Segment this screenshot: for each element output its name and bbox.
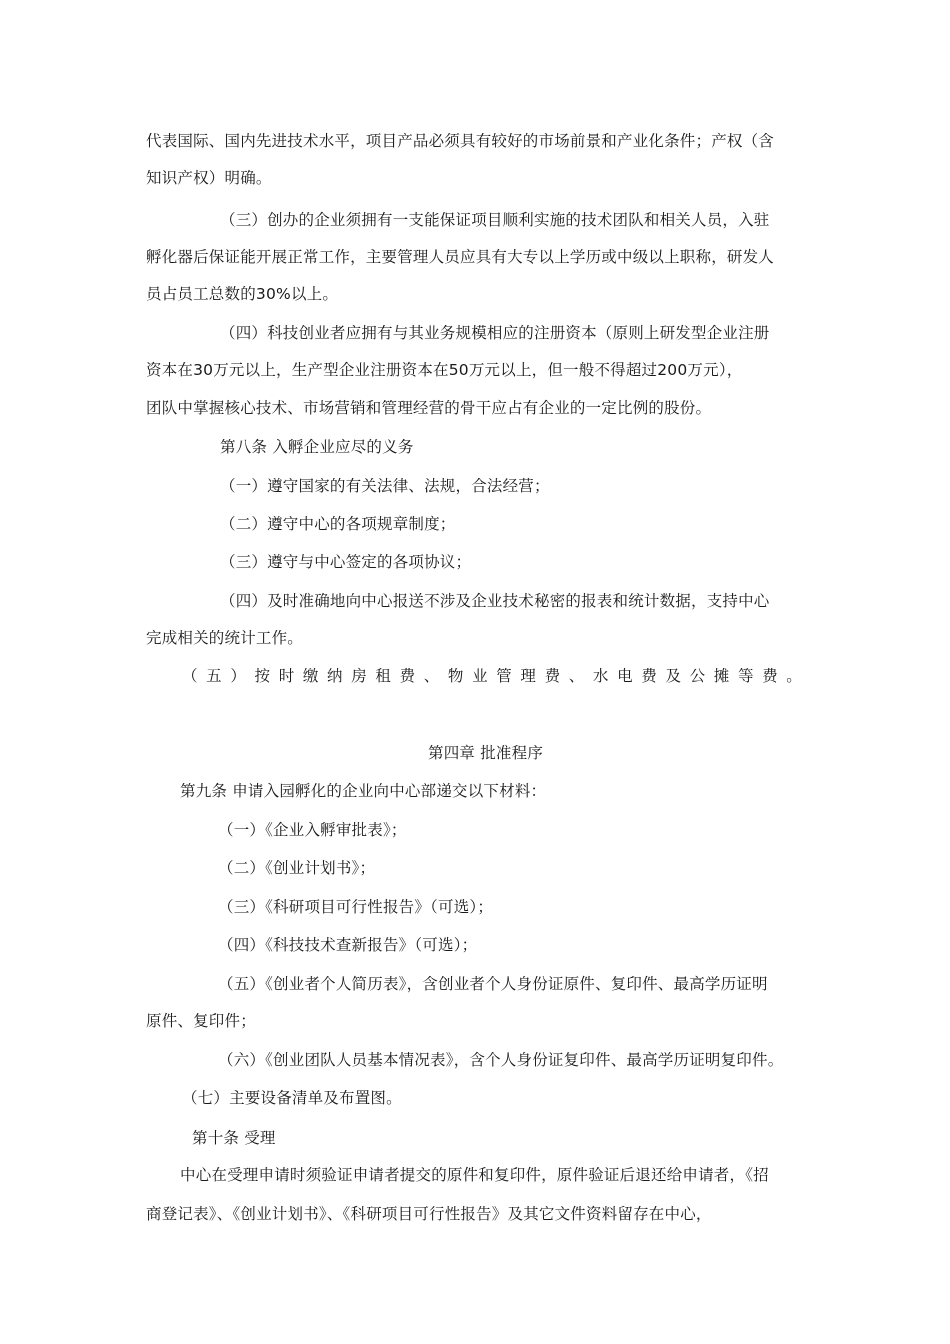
- list-item: （四）《科技技术查新报告》（可选）；: [218, 936, 478, 954]
- article-heading: 第八条 入孵企业应尽的义务: [220, 438, 414, 456]
- justified-char: （: [182, 667, 198, 685]
- paragraph-line: 完成相关的统计工作。: [146, 629, 304, 647]
- justified-char: 费: [641, 667, 657, 685]
- justified-char: 缴: [302, 667, 319, 685]
- article-heading: 第九条 申请入园孵化的企业向中心部递交以下材料：: [180, 782, 547, 800]
- justified-char: 房: [351, 667, 367, 685]
- paragraph-line: 代表国际、国内先进技术水平，项目产品必须具有较好的市场前景和产业化条件；产权（含: [146, 132, 775, 150]
- paragraph-line: 商登记表》、《创业计划书》、《科研项目可行性报告》及其它文件资料留存在中心，: [146, 1205, 712, 1223]
- list-item: （三）《科研项目可行性报告》（可选）；: [218, 898, 494, 916]
- justified-char: 按: [254, 667, 271, 685]
- chapter-heading: 第四章 批准程序: [428, 744, 544, 762]
- list-item: （二）遵守中心的各项规章制度；: [220, 515, 456, 533]
- justified-char: 业: [472, 667, 488, 685]
- list-item: （二）《创业计划书》；: [218, 859, 376, 877]
- list-item-justified: [182, 665, 802, 687]
- justified-char: 。: [786, 667, 802, 685]
- paragraph-line: 原件、复印件；: [146, 1012, 256, 1030]
- justified-char: 电: [617, 667, 633, 685]
- list-item: （六）《创业团队人员基本情况表》，含个人身份证复印件、最高学历证明复印件。: [218, 1051, 784, 1069]
- paragraph-line: 孵化器后保证能开展正常工作，主要管理人员应具有大专以上学历或中级以上职称，研发人: [146, 248, 775, 266]
- justified-char: 时: [278, 667, 295, 685]
- justified-char: 公: [689, 667, 706, 685]
- justified-char: 纳: [327, 667, 343, 685]
- justified-char: 理: [520, 667, 537, 685]
- justified-char: 费: [544, 667, 561, 685]
- justified-char: 、: [423, 667, 440, 685]
- justified-char: 等: [737, 667, 754, 685]
- justified-char: 及: [665, 667, 682, 685]
- paragraph-line: （三）创办的企业须拥有一支能保证项目顺利实施的技术团队和相关人员，入驻: [220, 211, 770, 229]
- justified-char: 五: [206, 667, 222, 685]
- list-item: （七）主要设备清单及布置图。: [182, 1089, 402, 1107]
- list-item: （三）遵守与中心签定的各项协议；: [220, 553, 472, 571]
- justified-char: 、: [568, 667, 585, 685]
- justified-char: 费: [399, 667, 416, 685]
- paragraph-line: 员占员工总数的30%以上。: [146, 285, 339, 303]
- list-item: （四）及时准确地向中心报送不涉及企业技术秘密的报表和统计数据，支持中心: [220, 592, 770, 610]
- justified-char: 物: [447, 667, 464, 685]
- paragraph-line: 中心在受理申请时须验证申请者提交的原件和复印件，原件验证后退还给申请者，《招: [180, 1166, 769, 1184]
- list-item: （五）《创业者个人简历表》，含创业者个人身份证原件、复印件、最高学历证明: [218, 975, 768, 993]
- justified-char: 租: [375, 667, 392, 685]
- paragraph-line: 资本在30万元以上，生产型企业注册资本在50万元以上，但一般不得超过200万元），: [146, 361, 743, 379]
- article-heading: 第十条 受理: [192, 1129, 276, 1147]
- justified-char: 管: [496, 667, 512, 685]
- paragraph-line: （四）科技创业者应拥有与其业务规模相应的注册资本（原则上研发型企业注册: [220, 324, 770, 342]
- justified-char: 费: [762, 667, 778, 685]
- justified-char: 水: [592, 667, 609, 685]
- list-item: （一）《企业入孵审批表》；: [218, 821, 407, 839]
- justified-char: 摊: [713, 667, 730, 685]
- paragraph-line: 知识产权）明确。: [146, 169, 272, 187]
- list-item: （一）遵守国家的有关法律、法规，合法经营；: [220, 477, 550, 495]
- justified-char: ）: [230, 667, 247, 685]
- paragraph-line: 团队中掌握核心技术、市场营销和管理经营的骨干应占有企业的一定比例的股份。: [146, 399, 712, 417]
